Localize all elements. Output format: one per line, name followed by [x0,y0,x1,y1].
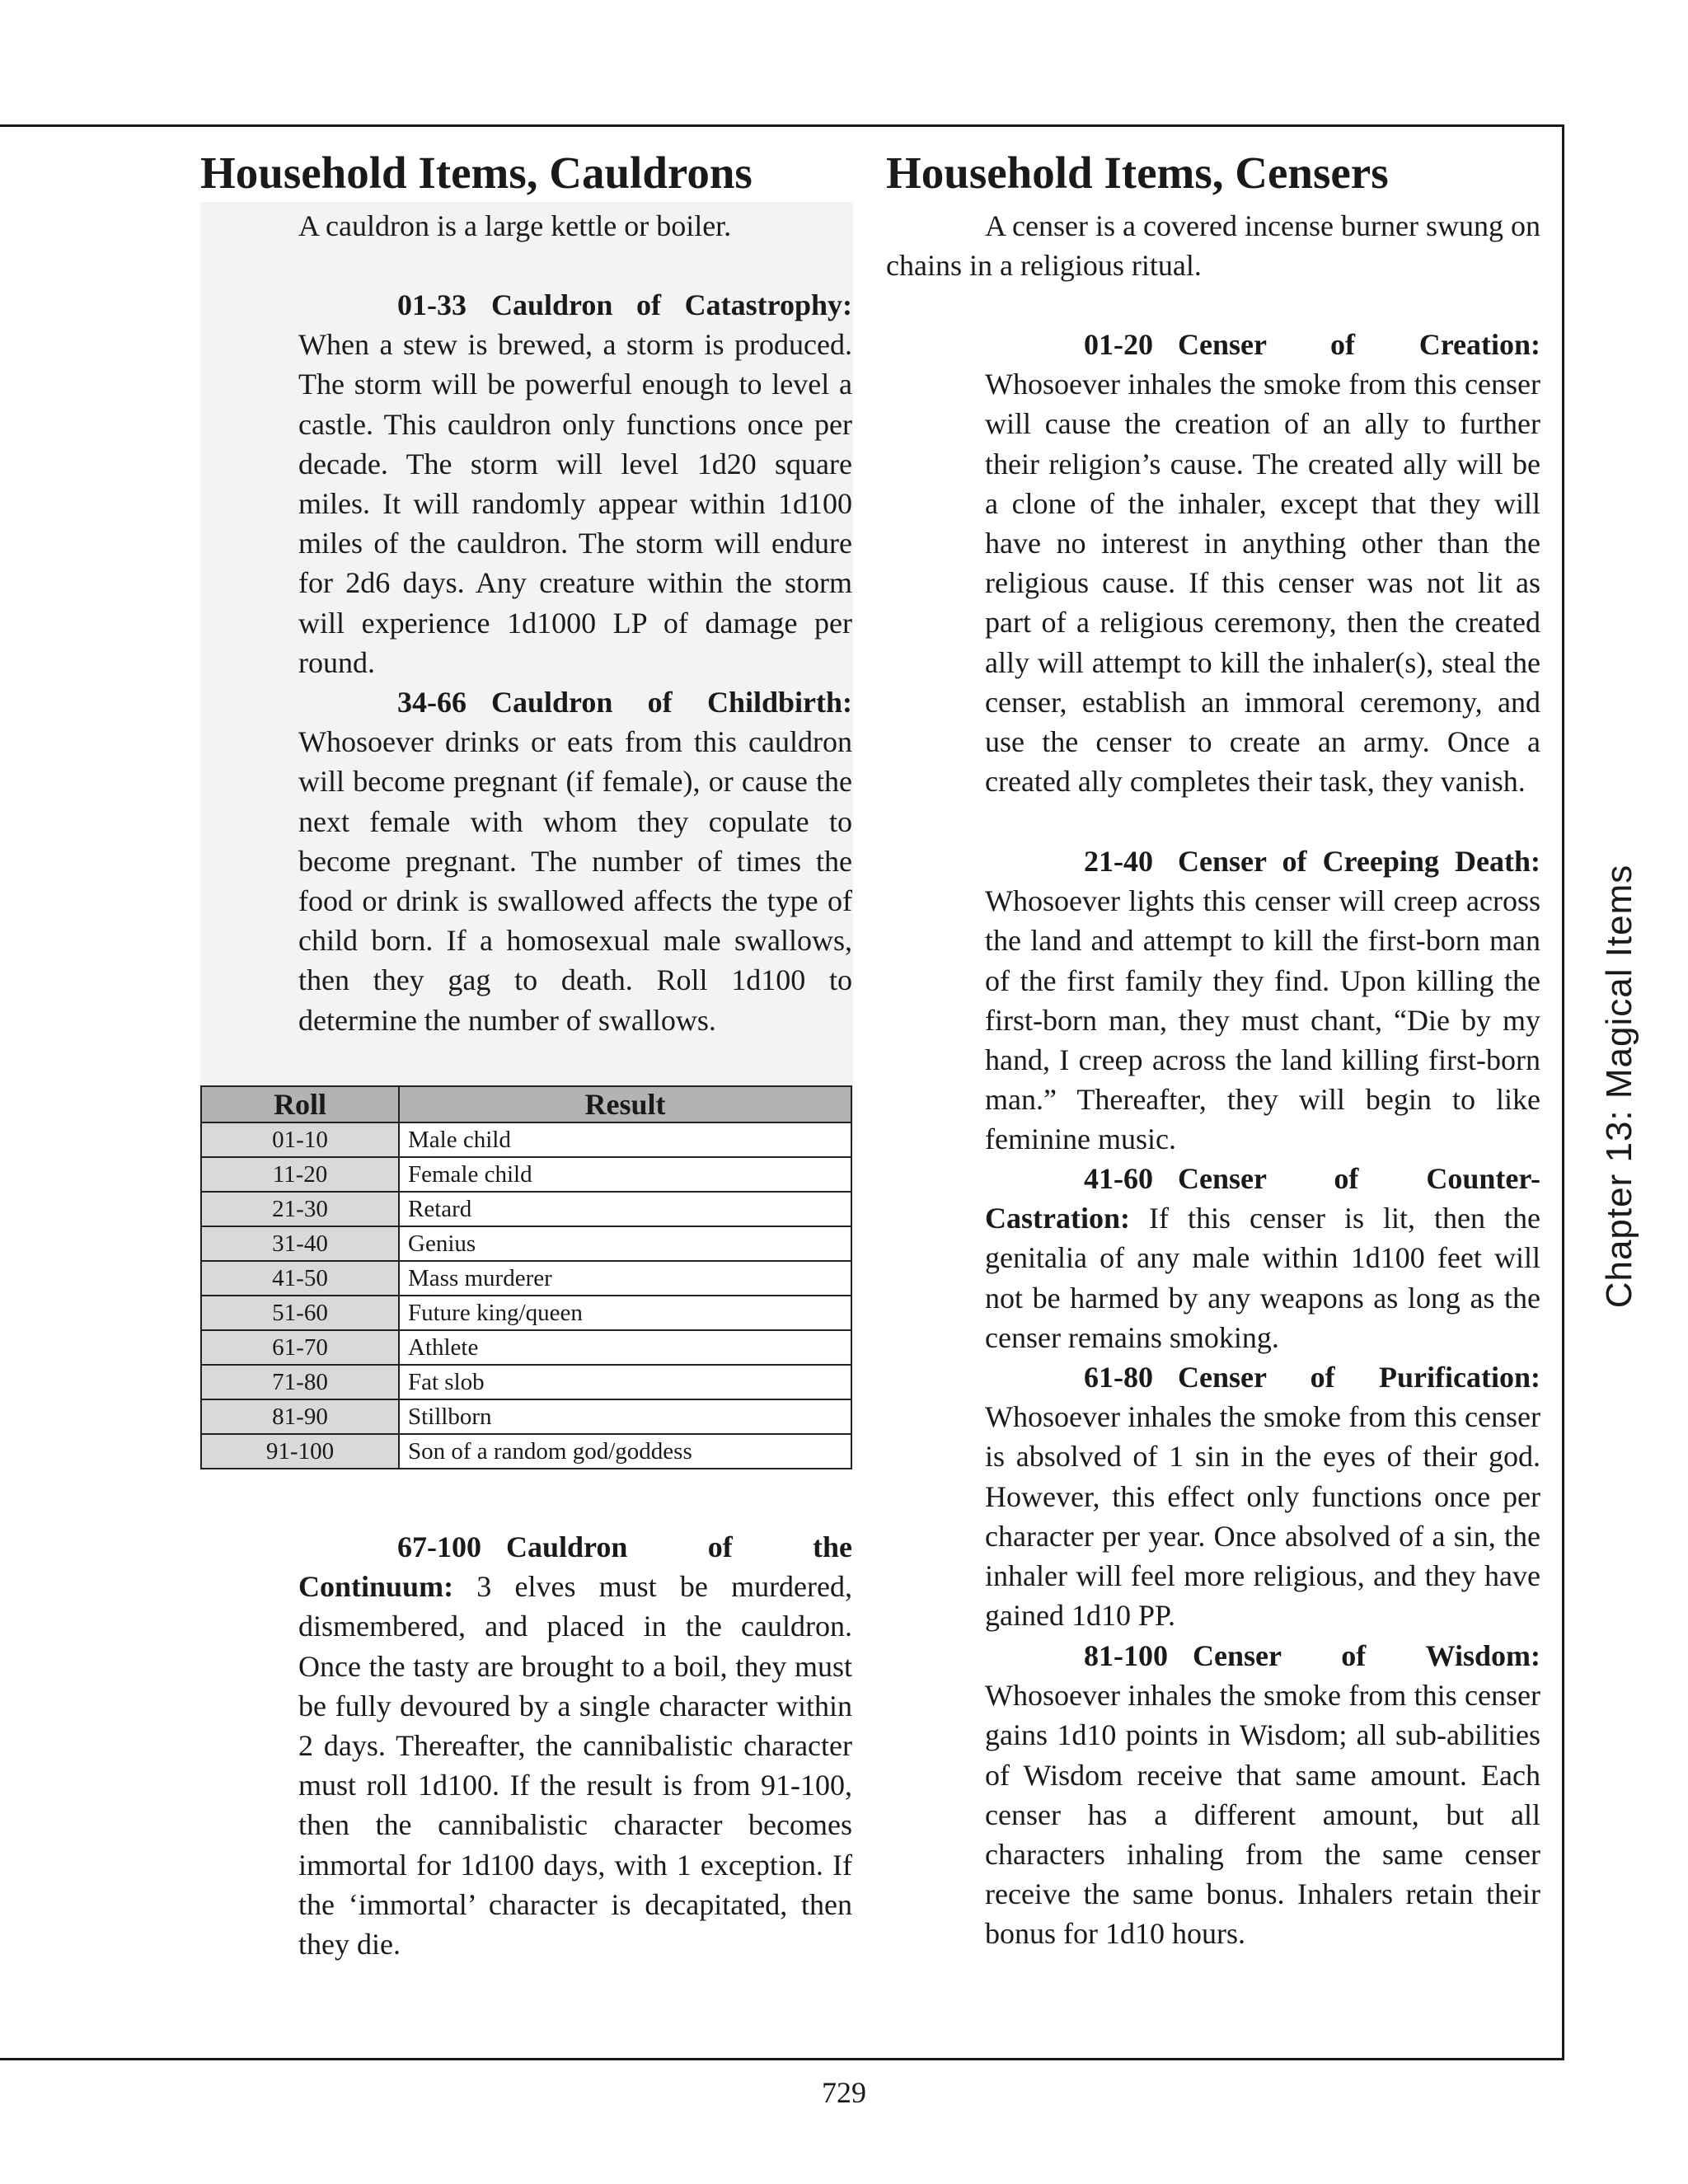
table-row [201,1365,851,1399]
entry-name: Censer of Creation: [1178,328,1540,361]
entry-roll: 41-60 [1084,1162,1153,1195]
entry-cauldron-catastrophy [298,285,852,682]
left-intro [298,206,852,246]
entry-censer-wisdom [985,1636,1540,1954]
table-row [201,1226,851,1261]
roll-cell: 41-50 [201,1261,399,1296]
table-header-roll: Roll [201,1086,399,1122]
result-cell: Son of a random god/goddess [399,1434,851,1469]
table-row [201,1261,851,1296]
swallow-roll-table [200,1085,852,1469]
entry-text: Whosoever lights this censer will creep across the land and attempt to kill the first-born man of the first family they find. Upon killing the first-born man, they must chant, “Die by my hand, I creep across the land killing first-born man.” Thereafter, they will begin to like feminine music. [985,884,1540,1156]
result-cell: Genius [399,1226,851,1261]
page-frame-bottom [0,2058,1564,2060]
entry-roll: 34-66 [397,686,467,719]
entry-text: Whosoever inhales the smoke from this censer is absolved of 1 sin in the eyes of their god. However, this effect only functions once per character per year. Once absolved of a sin, the inhaler will feel more religious, and they have gained 1d10 PP. [985,1400,1540,1633]
entry-name: Cauldron of Childbirth: [491,686,852,719]
roll-cell: 21-30 [201,1192,399,1226]
result-cell: Athlete [399,1330,851,1365]
entry-roll: 67-100 [397,1530,481,1563]
entry-roll: 01-20 [1084,328,1153,361]
roll-cell: 91-100 [201,1434,399,1469]
roll-cell: 11-20 [201,1157,399,1192]
result-cell: Stillborn [399,1399,851,1434]
result-cell: Retard [399,1192,851,1226]
left-heading: Household Items, Cauldrons [200,148,753,198]
table-row [201,1157,851,1192]
roll-cell: 71-80 [201,1365,399,1399]
result-cell: Fat slob [399,1365,851,1399]
roll-cell: 61-70 [201,1330,399,1365]
entry-cauldron-childbirth [298,682,852,1040]
entry-text: Whosoever drinks or eats from this cauldron will become pregnant (if female), or cause the next female with whom they copulate to become pregnant. The number of times the food or drink is swallowed affects the type of child born. If a homosexual male swallows, then they gag to death. Roll 1d100 to determine the number of swallows. [298,725,852,1037]
table-header-result: Result [399,1086,851,1122]
entry-text: Whosoever inhales the smoke from this censer gains 1d10 points in Wisdom; all sub-abilities of Wisdom receive that same amount. Each censer has a different amount, but all characters inhaling from the same censer receive the same bonus. Inhalers retain their bonus for 1d10 hours. [985,1679,1540,1951]
entry-name: Censer of Counter-Castration: [985,1162,1540,1235]
right-intro-text: A censer is a covered incense burner swung on chains in a religious ritual. [886,209,1540,283]
result-cell: Future king/queen [399,1296,851,1330]
roll-cell: 81-90 [201,1399,399,1434]
entry-name: Censer of Wisdom: [1193,1639,1540,1672]
entry-cauldron-continuum [298,1527,852,1964]
table-row [201,1122,851,1157]
entry-name: Cauldron of Catastrophy: [491,288,852,321]
entry-text: If this censer is lit, then the genitalia of any male within 1d100 feet will not be harmed by any weapons as long as the censer remains smoking. [985,1202,1540,1354]
table-row [201,1434,851,1469]
page-frame-right [1562,124,1564,2060]
table-row [201,1192,851,1226]
entry-roll: 81-100 [1084,1639,1168,1672]
entry-text: 3 elves must be murdered, dismembered, and placed in the cauldron. Once the tasty are brought to a boil, they must be fully devoured by a single character within 2 days. Thereafter, the cannibalistic character must roll 1d100. If the result is from 91-100, then the cannibalistic character becomes immortal for 1d100 days, with 1 exception. If the ‘immortal’ character is decapitated, then they die. [298,1570,853,1961]
table-row [201,1399,851,1434]
roll-cell: 31-40 [201,1226,399,1261]
result-cell: Female child [399,1157,851,1192]
entry-name: Censer of Creeping Death: [1178,845,1540,878]
roll-cell: 01-10 [201,1122,399,1157]
page-number: 729 [822,2076,866,2109]
entry-roll: 61-80 [1084,1361,1153,1394]
entry-name: Cauldron of the Continuum: [298,1530,852,1604]
chapter-tab: Chapter 13: Magical Items [1599,864,1639,1309]
table-row [201,1296,851,1330]
entry-roll: 21-40 [1084,845,1153,878]
entry-roll: 01-33 [397,288,467,321]
entry-name: Censer of Purification: [1178,1361,1540,1394]
entry-text: When a stew is brewed, a storm is produced. The storm will be powerful enough to level a castle. This cauldron only functions once per decade. The storm will level 1d20 square miles. It will randomly appear within 1d100 miles of the cauldron. The storm will endure for 2d6 days. Any creature within the storm will experience 1d1000 LP of damage per round. [298,328,852,679]
entry-censer-creation [985,325,1540,801]
right-heading: Household Items, Censers [886,148,1389,198]
roll-cell: 51-60 [201,1296,399,1330]
table-row [201,1330,851,1365]
right-intro [886,206,1540,285]
entry-censer-counter-castration [985,1159,1540,1357]
entry-censer-creeping-death [985,841,1540,1160]
entry-text: Whosoever inhales the smoke from this censer will cause the creation of an ally to further their religion’s cause. The created ally will be a clone of the inhaler, except that they will have no interest in anything other than the religious cause. If this censer was not lit as part of a religious ceremony, then the created ally will attempt to kill the inhaler(s), steal the censer, establish an immoral ceremony, and use the censer to create an army. Once a created ally completes their task, they vanish. [985,368,1540,799]
left-intro-text: A cauldron is a large kettle or boiler. [298,209,732,242]
result-cell: Male child [399,1122,851,1157]
entry-censer-purification [985,1357,1540,1635]
result-cell: Mass murderer [399,1261,851,1296]
page-frame-top [0,124,1564,127]
